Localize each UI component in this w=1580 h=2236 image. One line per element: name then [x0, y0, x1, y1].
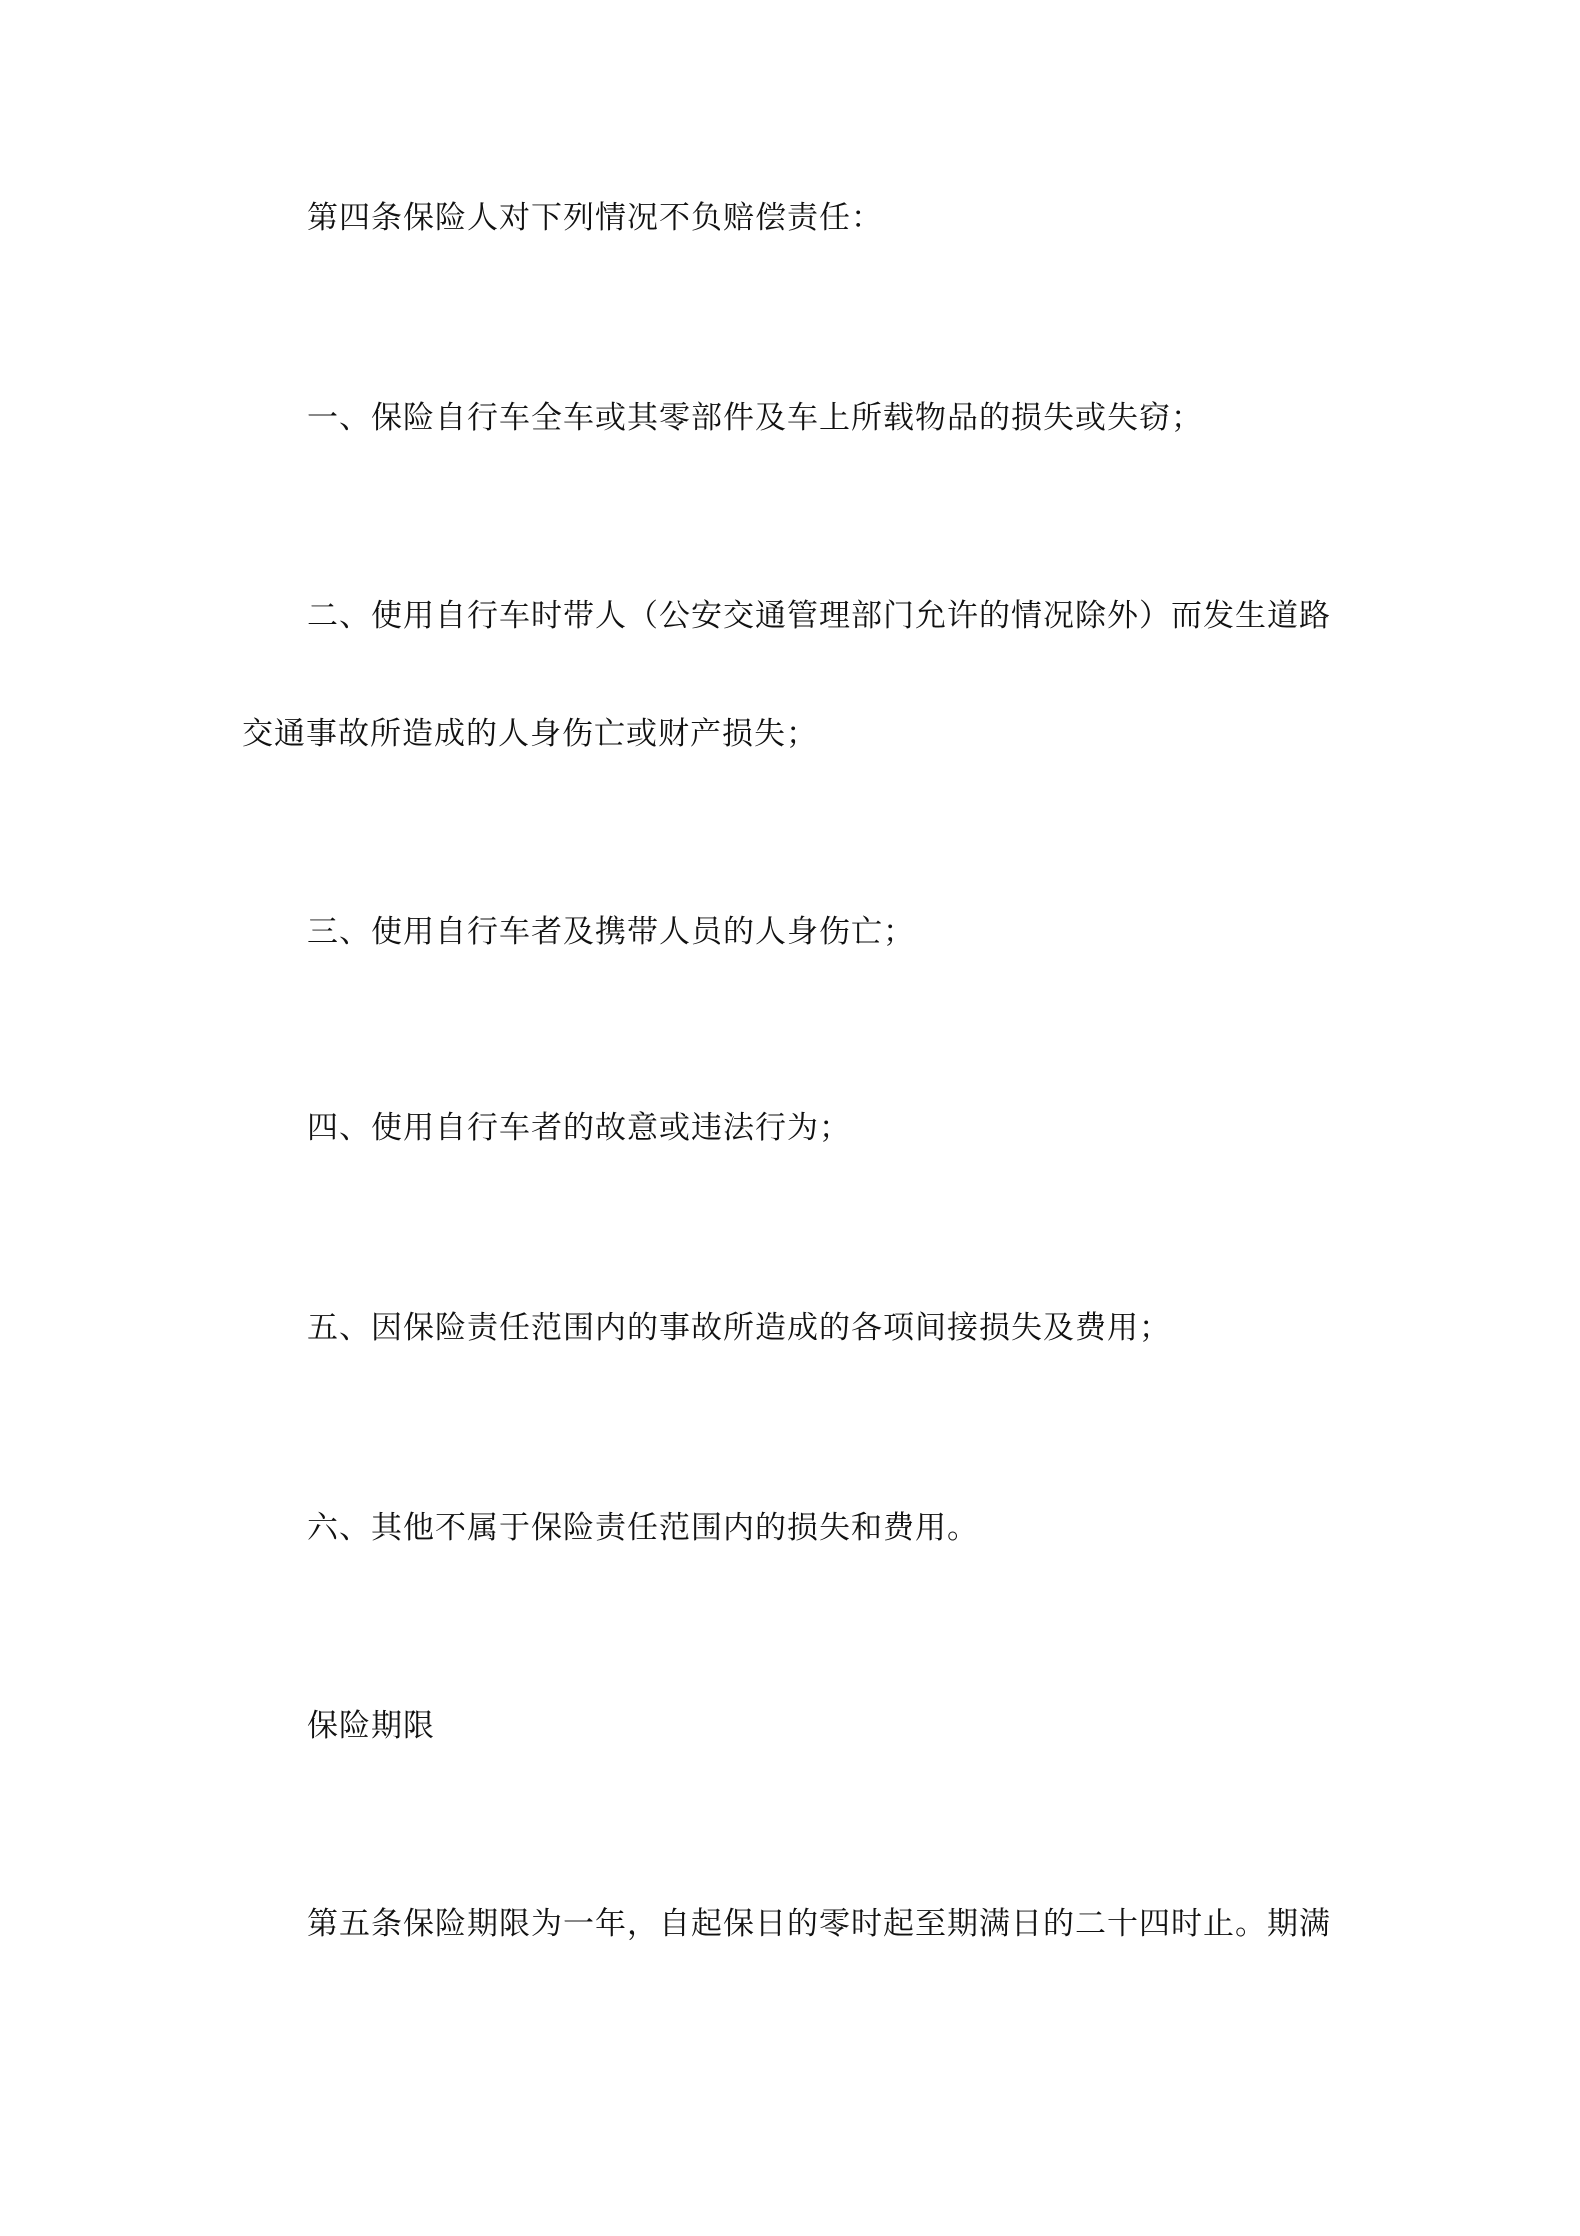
exclusion-item-2: 二、使用自行车时带人（公安交通管理部门允许的情况除外）而发生道路: [307, 598, 1331, 634]
exclusion-item-1: 一、保险自行车全车或其零部件及车上所载物品的损失或失窃；: [307, 400, 1203, 436]
exclusion-item-3: 三、使用自行车者及携带人员的人身伤亡；: [307, 914, 915, 950]
article-5-text: 第五条保险期限为一年，自起保日的零时起至期满日的二十四时止。期满: [307, 1906, 1331, 1942]
exclusion-item-5: 五、因保险责任范围内的事故所造成的各项间接损失及费用；: [307, 1310, 1171, 1346]
exclusion-item-4: 四、使用自行车者的故意或违法行为；: [307, 1110, 851, 1146]
exclusion-item-2-continued: 交通事故所造成的人身伤亡或财产损失；: [242, 716, 818, 752]
exclusion-item-6: 六、其他不属于保险责任范围内的损失和费用。: [307, 1510, 979, 1546]
section-heading-insurance-period: 保险期限: [307, 1708, 435, 1744]
article-4-heading: 第四条保险人对下列情况不负赔偿责任：: [307, 200, 883, 236]
